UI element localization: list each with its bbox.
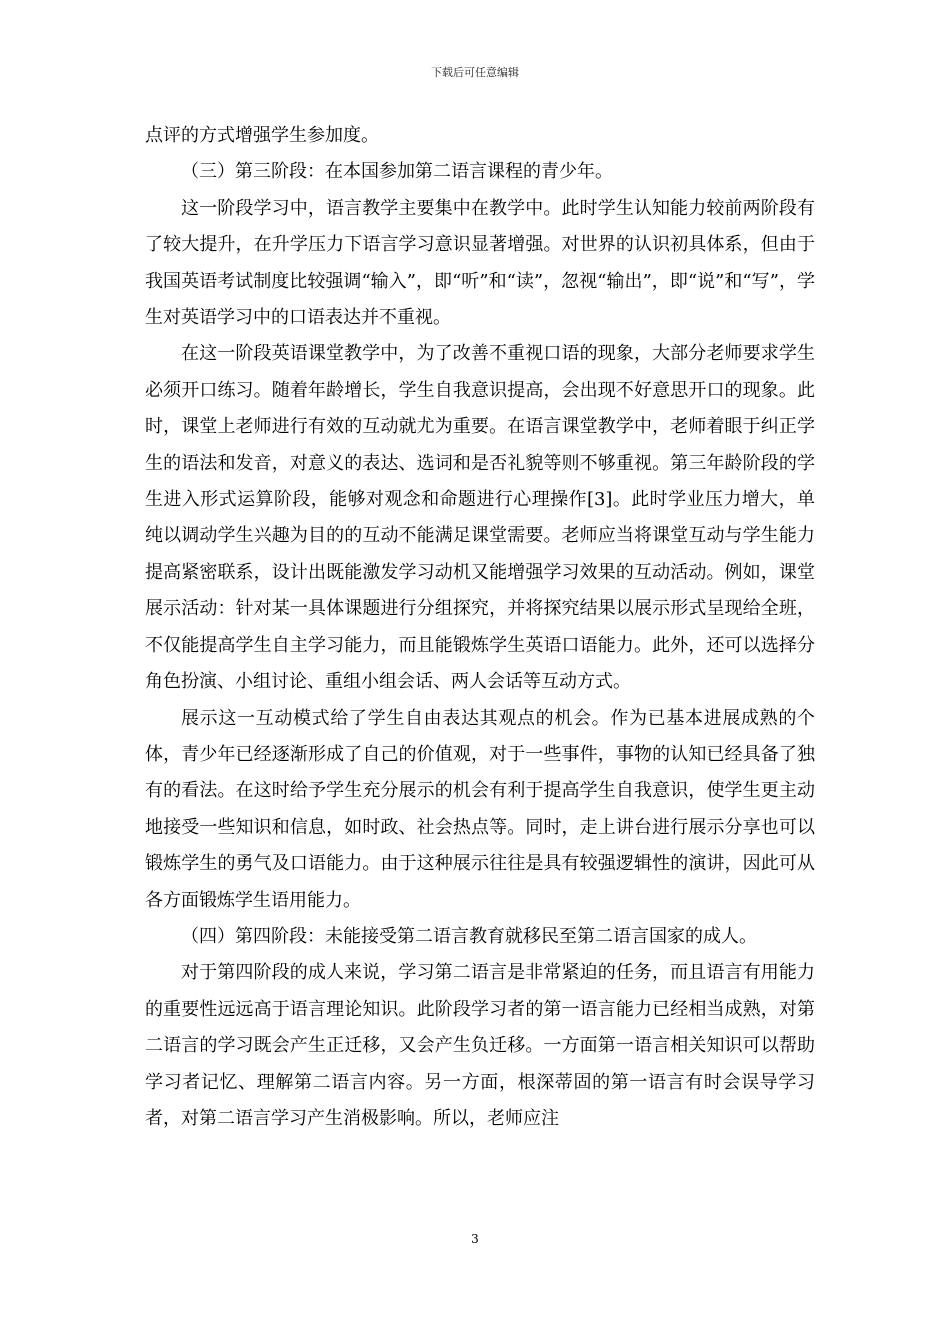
page-header: [0, 66, 950, 80]
page-footer: [0, 1232, 950, 1246]
document-body: [145, 118, 815, 1137]
section-heading-stage-four: （四）第四阶段：未能接受第二语言教育就移民至第二语言国家的成人。: [181, 925, 757, 947]
header-note: 下载后可任意编辑: [431, 66, 519, 79]
section-heading-stage-three: （三）第三阶段：在本国参加第二语言课程的青少年。: [181, 161, 613, 183]
paragraph-stage-four-overview: 对于第四阶段的成人来说，学习第二语言是非常紧迫的任务，而且语言有用能力的重要性远远高于语言理论知识。此阶段学习者的第一语言能力已经相当成熟，对第二语言的学习既会产生正迁移，又会产生负迁移。一方面第一语言相关知识可以帮助学习者记忆、理解第二语言内容。另一方面，根深蒂固的第一语言有时会误导学习者，对第二语言学习产生消极影响。所以，老师应注: [145, 962, 815, 1129]
paragraph-classroom-interaction: 在这一阶段英语课堂教学中，为了改善不重视口语的现象，大部分老师要求学生必须开口练习。随着年龄增长，学生自我意识提高，会出现不好意思开口的现象。此时，课堂上老师进行有效的互动就尤为重要。在语言课堂教学中，老师着眼于纠正学生的语法和发音，对意义的表达、选词和是否礼貌等则不够重视。第三年龄阶段的学生进入形式运算阶段，能够对观念和命题进行心理操作[3]。此时学业压力增大，单纯以调动学生兴趣为目的的互动不能满足课堂需要。老师应当将课堂互动与学生能力提高紧密联系，设计出既能激发学习动机又能增强学习效果的互动活动。例如，课堂展示活动：针对某一具体课题进行分组探究，并将探究结果以展示形式呈现给全班，不仅能提高学生自主学习能力，而且能锻炼学生英语口语能力。此外，还可以选择分角色扮演、小组讨论、重组小组会话、两人会话等互动方式。: [145, 343, 815, 693]
paragraph-continuation: 点评的方式增强学生参加度。: [145, 125, 379, 146]
paragraph-presentation-mode: 展示这一互动模式给了学生自由表达其观点的机会。作为已基本进展成熟的个体，青少年已经逐渐形成了自己的价值观，对于一些事件，事物的认知已经具备了独有的看法。在这时给予学生充分展示的机会有利于提高学生自我意识，使学生更主动地接受一些知识和信息，如时政、社会热点等。同时，走上讲台进行展示分享也可以锻炼学生的勇气及口语能力。由于这种展示往往是具有较强逻辑性的演讲，因此可从各方面锻炼学生语用能力。: [145, 707, 815, 911]
page-number: 3: [471, 1232, 479, 1246]
paragraph-stage-three-overview: 这一阶段学习中，语言教学主要集中在教学中。此时学生认知能力较前两阶段有了较大提升，在升学压力下语言学习意识显著增强。对世界的认识初具体系，但由于我国英语考试制度比较强调“输入”，即“听”和“读”，忽视“输出”，即“说”和“写”，学生对英语学习中的口语表达并不重视。: [145, 197, 815, 329]
